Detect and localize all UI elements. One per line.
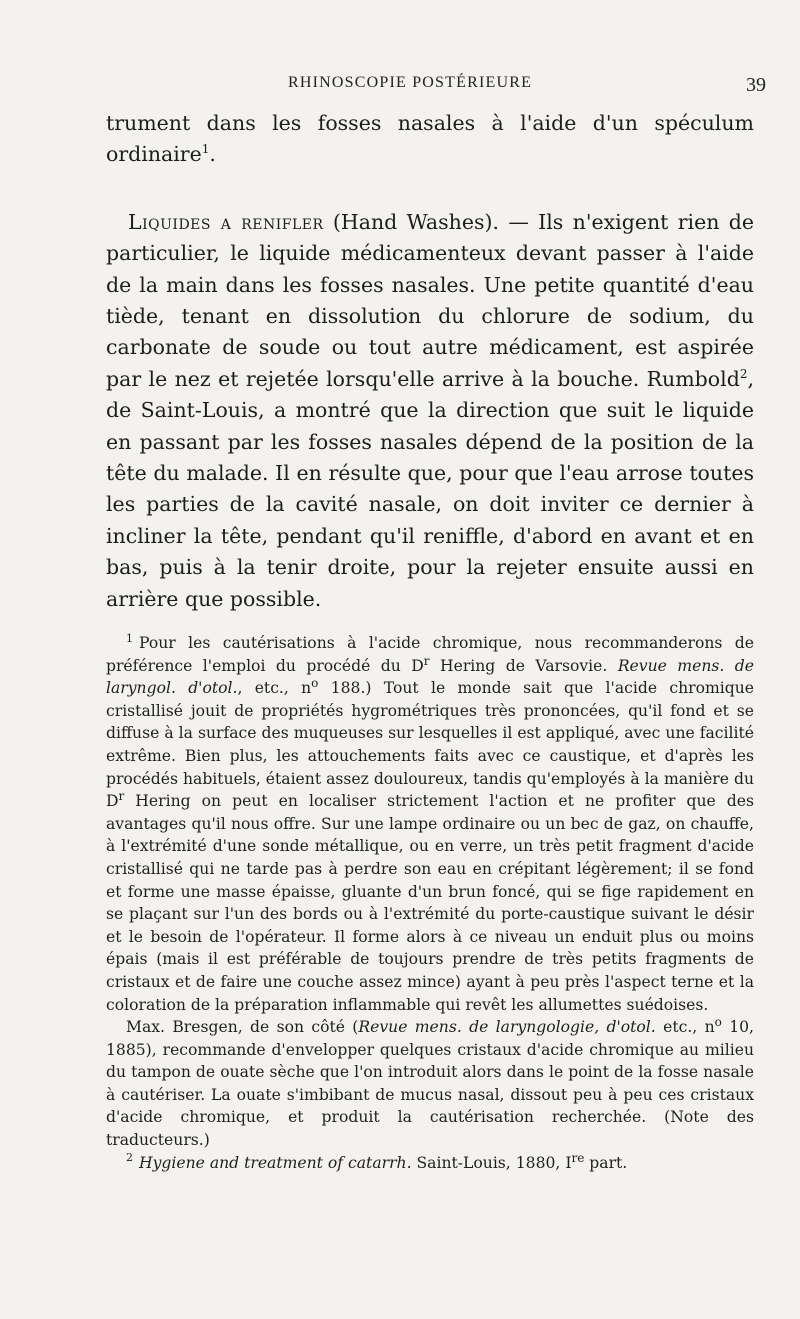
journal-title: Revue mens. de laryngologie, d'otol. [358,1018,656,1037]
paragraph-punct: . [209,142,216,167]
footnote-mark-1: 1 [126,631,133,645]
superscript: o [311,676,319,690]
footnote-1-continued [106,1016,754,1152]
footnote-text: part. [584,1153,628,1172]
page-number: 39 [746,74,766,96]
paragraph-text: , de Saint-Louis, a montré que la direction que suit le liquide en passant par les fosses nasales dépend de la position de la tête du malade. Il en résulte que, pour que l'eau arrose toutes les parties de la cavité nasale, on doit inviter ce dernier à incliner la tête, pendant qu'il reniffle, d'abord en avant et en bas, puis à la tenir droite, pour la rejeter ensuite aussi en arrière que possible. [106,366,754,611]
superscript: r [423,653,430,668]
footnote-2 [106,1152,754,1175]
book-title: Hygiene and treatment of catarrh. [139,1153,412,1172]
footnote-1 [106,632,754,1016]
footnote-ref-2: 2 [739,367,748,382]
footnote-text: Pour les cautérisations à l'acide chromique, nous recommanderons de préférence l'emploi du procédé du D [106,634,754,675]
footnote-text: Saint-Louis, 1880, I [411,1153,572,1172]
paragraph-liquides [106,207,754,615]
footnote-text: etc., n [655,1018,715,1037]
footnote-text: 10, 1885), recommande d'envelopper quelques cristaux d'acide chromique au milieu du tampon de ouate sèche que l'on introduit alors dans le point de la fosse nasale à cautériser. La ouate s'imbibant de mucus nasal, dissout peu à peu ces cristaux d'acide chromique, et produit la cautérisation recherchée. (Note des traducteurs.) [106,1018,754,1150]
paragraph-text: (Hand Washes). — Ils n'exigent rien de particulier, le liquide médicamenteux devant passer à l'aide de la main dans les fosses nasales. Une petite quantité d'eau tiède, tenant en dissolution du chlorure de sodium, du carbonate de soude ou tout autre médicament, est aspirée par le nez et rejetée lorsqu'elle arrive à la bouche. Rumbold [106,209,754,391]
footnote-text: Hering on peut en localiser strictement l'action et ne profiter que des avantages qu'il nous offre. Sur une lampe ordinaire ou un bec de gaz, on chauffe, à l'extrémité d'une sonde métallique, ou en verre, un très petit fragment d'acide cristallisé qui ne tarde pas à perdre son eau en crépitant légèrement; il se fond et forme une masse épaisse, gluante d'un brun foncé, qui se fige rapidement en se plaçant sur l'un des bords ou à l'extrémité du porte-caustique suivant le désir et le besoin de l'opérateur. Il forme alors à ce niveau un enduit plus ou moins épais (mais il est préférable de toujours prendre de très petits fragments de cristaux et de faire une couche assez mince) ayant à peu près l'aspect terne et la coloration de la préparation inflammable qui revêt les allumettes suédoises. [106,792,754,1014]
footnote-ref-1: 1 [201,142,210,157]
journal-title: Revue mens. de laryngol. d'otol. [106,656,754,698]
footnote-text: Hering de Varsovie. [429,656,618,675]
footnotes [106,632,754,1174]
footnote-text: Max. Bresgen, de son côté ( [126,1018,359,1037]
section-lead: Liquides a renifler [128,209,324,234]
superscript: r [118,788,125,803]
superscript: re [571,1150,585,1165]
footnote-text: , etc., n [237,679,312,698]
running-title: RHINOSCOPIE POSTÉRIEURE [288,74,533,91]
main-text [106,108,754,615]
footnote-mark-2: 2 [126,1151,133,1165]
paragraph-continuation [106,108,754,171]
footnote-text: 188.) Tout le monde sait que l'acide chromique cristallisé jouit de propriétés hygrométriques très prononcées, qu'il fond et se diffuse à la surface des muqueuses sur lesquelles il est appliqué, avec une facilité extrême. Bien plus, les attouchements faits avec ce caustique, et d'après les procédés habituels, étaient assez douloureux, tandis qu'employés à la manière du D [106,679,754,811]
superscript: o [714,1014,722,1029]
paragraph-text: trument dans les fosses nasales à l'aide d'un spéculum ordinaire [106,111,754,167]
page-header [0,74,800,98]
